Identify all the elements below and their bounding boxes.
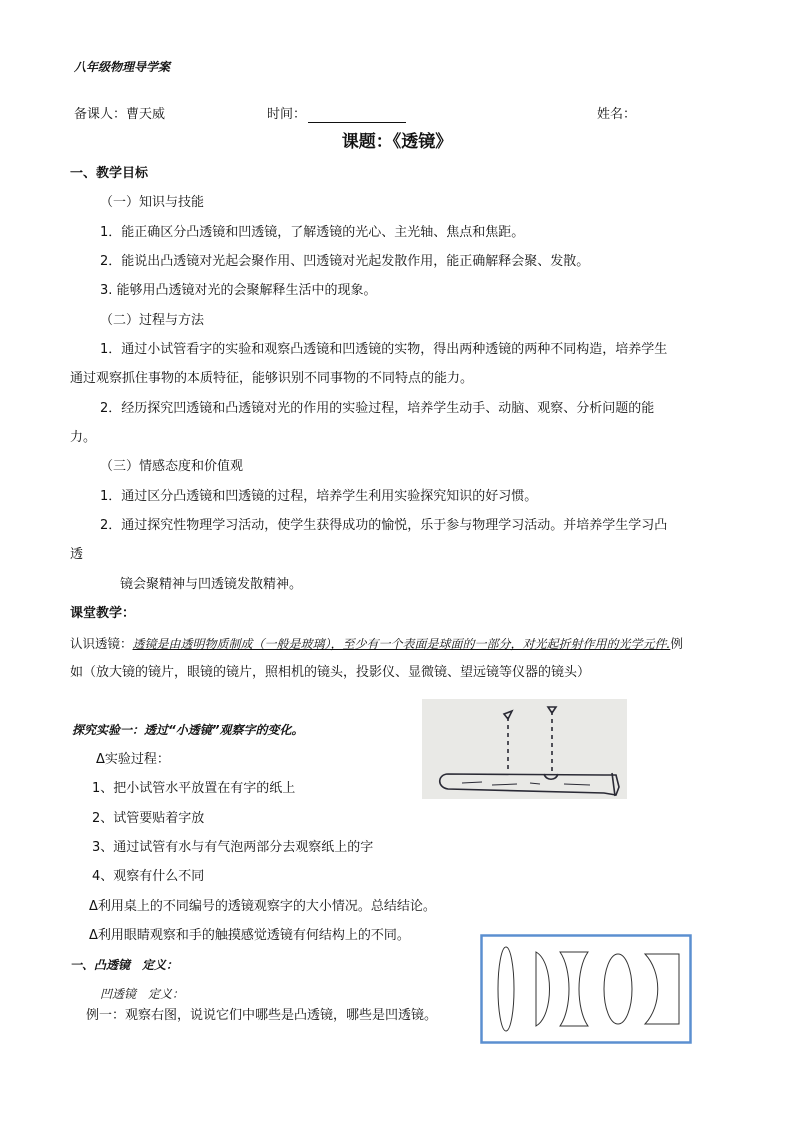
- lens-intro-label: 认识透镜：: [70, 636, 133, 651]
- method-2b: 力。: [70, 430, 97, 445]
- classroom-heading: 课堂教学：: [70, 606, 136, 621]
- experiment-title: 探究实验一：透过“小透镜”观察字的变化。: [72, 723, 304, 737]
- example-1: 例一：观察右图，说说它们中哪些是凸透镜，哪些是凹透镜。: [86, 1008, 438, 1023]
- lens-definition: 透镜是由透明物质制成（一般是玻璃），至少有一个表面是球面的一部分，对光起折射作用的光学元件.: [132, 637, 671, 651]
- method-2a: 2．经历探究凹透镜和凸透镜对光的作用的实验过程，培养学生动手、动脑、观察、分析问题的能: [100, 401, 655, 416]
- process-label: Δ实验过程：: [96, 752, 170, 767]
- name-label: 姓名：: [597, 107, 637, 122]
- emotion-1: 1．通过区分凸透镜和凹透镜的过程，培养学生利用实验探究知识的好习惯。: [100, 489, 538, 504]
- lens-intro: [70, 636, 683, 651]
- concave-definition: 凹透镜 定义：: [100, 987, 185, 1001]
- step-3: 3、通过试管有水与有气泡两部分去观察纸上的字: [92, 840, 374, 855]
- knowledge-2: 2．能说出凸透镜对光起会聚作用、凹透镜对光起发散作用，能正确解释会聚、发散。: [100, 254, 590, 269]
- note-2: Δ利用眼睛观察和手的触摸感觉透镜有何结构上的不同。: [89, 928, 410, 943]
- lens-shapes-figure: [480, 934, 692, 1044]
- note-1: Δ利用桌上的不同编号的透镜观察字的大小情况。总结结论。: [89, 899, 436, 914]
- header-tag: 八年级物理导学案: [74, 60, 171, 74]
- goals-sub1: （一）知识与技能: [100, 195, 205, 210]
- photo-background: [422, 699, 627, 799]
- time-field: [267, 107, 406, 123]
- test-tube-photo: [422, 699, 627, 799]
- time-blank: [308, 109, 406, 123]
- emotion-2c: 镜会聚精神与凹透镜发散精神。: [120, 577, 303, 592]
- step-1: 1、把小试管水平放置在有字的纸上: [92, 781, 296, 796]
- lens-examples: 如（放大镜的镜片，眼镜的镜片，照相机的镜头，投影仪、显微镜、望远镜等仪器的镜头）: [70, 665, 591, 680]
- preparer: 备课人：曹天威: [74, 107, 166, 122]
- convex-definition: 一、凸透镜 定义：: [70, 958, 179, 972]
- lens-intro-tail: 例: [670, 636, 683, 651]
- method-1b: 通过观察抓住事物的本质特征，能够识别不同事物的不同特点的能力。: [70, 371, 474, 386]
- method-1a: 1．通过小试管看字的实验和观察凸透镜和凹透镜的实物，得出两种透镜的两种不同构造，培养学生: [100, 342, 668, 357]
- emotion-2a: 2．通过探究性物理学习活动，使学生获得成功的愉悦，乐于参与物理学习活动。并培养学生学习凸: [100, 518, 668, 533]
- page-title: 课题：《透镜》: [341, 132, 453, 152]
- time-label: 时间：: [267, 107, 307, 122]
- step-4: 4、观察有什么不同: [92, 869, 205, 884]
- emotion-2b: 透: [70, 547, 84, 562]
- knowledge-3: 3. 能够用凸透镜对光的会聚解释生活中的现象。: [100, 283, 377, 298]
- step-2: 2、试管要贴着字放: [92, 811, 205, 826]
- goals-sub2: （二）过程与方法: [100, 313, 205, 328]
- knowledge-1: 1．能正确区分凸透镜和凹透镜，了解透镜的光心、主光轴、焦点和焦距。: [100, 225, 525, 240]
- goals-heading: 一、教学目标: [70, 166, 149, 181]
- goals-sub3: （三）情感态度和价值观: [100, 459, 244, 474]
